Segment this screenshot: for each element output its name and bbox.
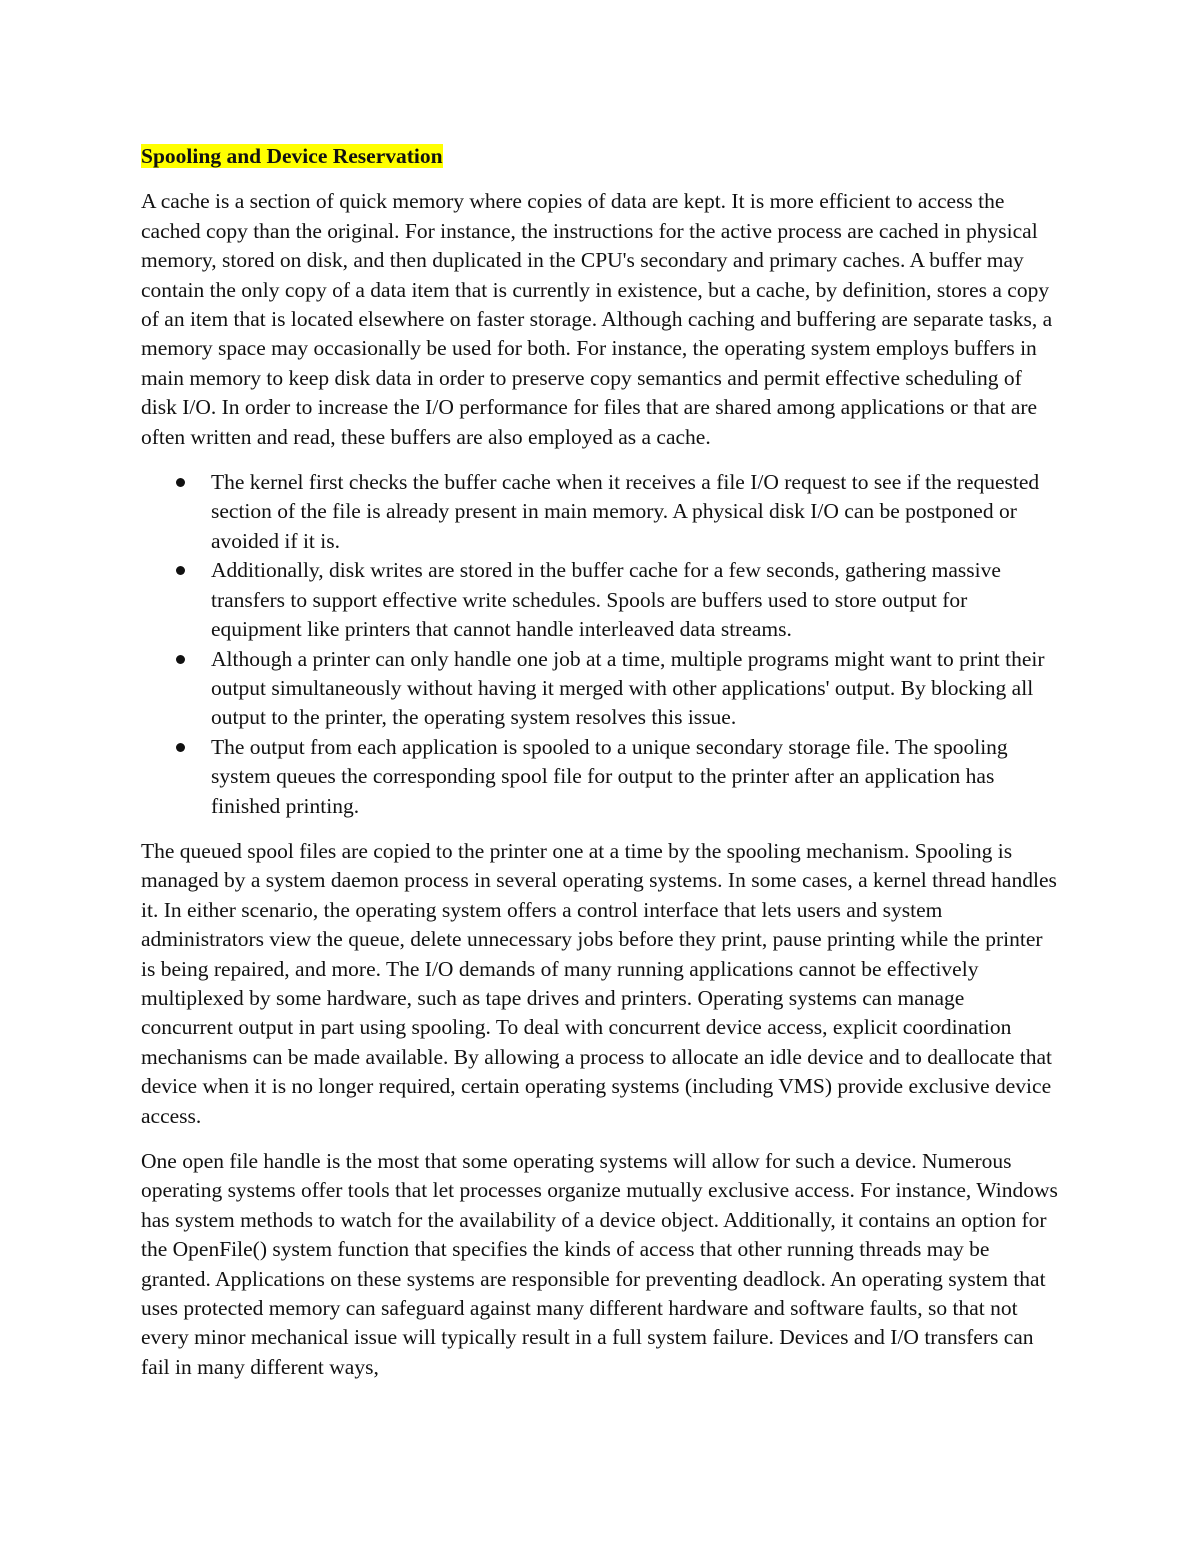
- paragraph-spooling: The queued spool files are copied to the printer one at a time by the spooling mechanism. Spooling is managed by a system daemon process in several operating systems. In some cases, a kernel thread handles it. In either scenario, the operating system offers a control interface that lets users and system administrators view the queue, delete unnecessary jobs before they print, pause printing while the printer is being repaired, and more. The I/O demands of many running applications cannot be effectively multiplexed by some hardware, such as tape drives and printers. Operating systems can manage concurrent output in part using spooling. To deal with concurrent device access, explicit coordination mechanisms can be made available. By allowing a process to allocate an idle device and to deallocate that device when it is no longer required, certain operating systems (including VMS) provide exclusive device access.: [141, 838, 1057, 1128]
- bullet-item: [141, 645, 1061, 733]
- bullet-text: The output from each application is spooled to a unique secondary storage file. The spooling system queues the corresponding spool file for output to the printer after an application has finished printing.: [211, 734, 1008, 818]
- bullet-icon: [176, 478, 185, 487]
- bullet-icon: [176, 655, 185, 664]
- bullet-text: Additionally, disk writes are stored in the buffer cache for a few seconds, gathering massive transfers to support effective write schedules. Spools are buffers used to store output for equipment like printers that cannot handle interleaved data streams.: [211, 558, 1001, 642]
- paragraph-device-access: One open file handle is the most that some operating systems will allow for such a device. Numerous operating systems offer tools that let processes organize mutually exclusive access. For instance, Windows has system methods to watch for the availability of a device object. Additionally, it contains an option for the OpenFile() system function that specifies the kinds of access that other running threads may be granted. Applications on these systems are responsible for preventing deadlock. An operating system that uses protected memory can safeguard against many different hardware and software faults, so that not every minor mechanical issue will typically result in a full system failure. Devices and I/O transfers can fail in many different ways,: [141, 1149, 1058, 1379]
- bullet-text: The kernel first checks the buffer cache when it receives a file I/O request to see if the requested section of the file is already present in main memory. A physical disk I/O can be postponed or avoided if it is.: [211, 470, 1040, 553]
- bullet-list: [141, 468, 1061, 821]
- bullet-item: [141, 468, 1061, 556]
- document-title: [141, 142, 1061, 171]
- highlighted-title-text: Spooling and Device Reservation: [141, 144, 443, 168]
- bullet-item: [141, 556, 1061, 644]
- bullet-icon: [176, 743, 185, 752]
- bullet-icon: [176, 566, 185, 575]
- bullet-item: [141, 733, 1061, 821]
- document-body: [141, 142, 1061, 1398]
- paragraph-cache-buffer: A cache is a section of quick memory where copies of data are kept. It is more efficient to access the cached copy than the original. For instance, the instructions for the active process are cached in physical memory, stored on disk, and then duplicated in the CPU's secondary and primary caches. A buffer may contain the only copy of a data item that is currently in existence, but a cache, by definition, stores a copy of an item that is located elsewhere on faster storage. Although caching and buffering are separate tasks, a memory space may occasionally be used for both. For instance, the operating system employs buffers in main memory to keep disk data in order to preserve copy semantics and permit effective scheduling of disk I/O. In order to increase the I/O performance for files that are shared among applications or that are often written and read, these buffers are also employed as a cache.: [141, 189, 1053, 449]
- bullet-text: Although a printer can only handle one job at a time, multiple programs might want to print their output simultaneously without having it merged with other applications' output. By blocking all output to the printer, the operating system resolves this issue.: [211, 646, 1045, 730]
